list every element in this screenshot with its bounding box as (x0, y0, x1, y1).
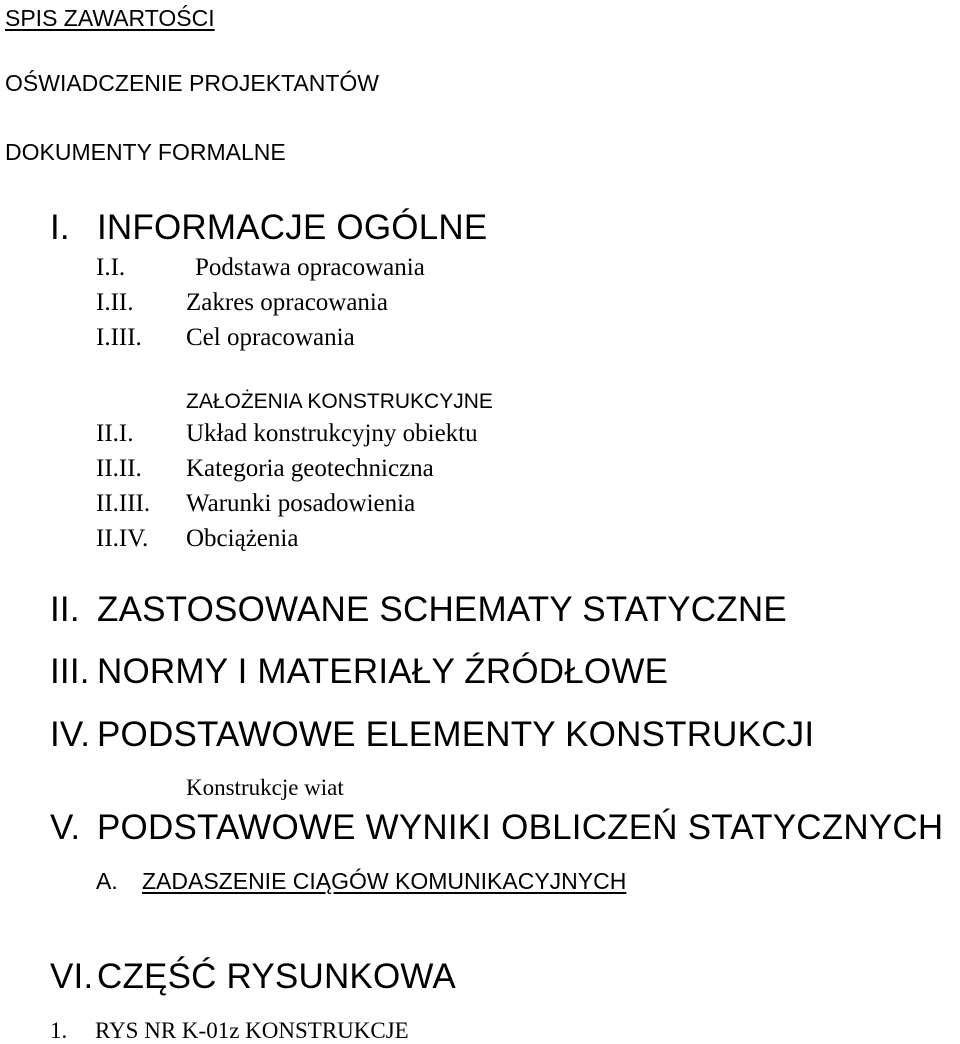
item-title[interactable]: Układ konstrukcyjny obiektu (186, 420, 478, 447)
section-1-number: I. (50, 208, 70, 247)
section-2-number: II. (50, 590, 80, 629)
drawing-number: 1. (50, 1018, 68, 1043)
section-1-title[interactable]: INFORMACJE OGÓLNE (97, 208, 488, 247)
designers-statement-entry[interactable]: OŚWIADCZENIE PROJEKTANTÓW (5, 70, 379, 96)
section-4-number: IV. (50, 715, 91, 754)
item-title[interactable]: Podstawa opracowania (195, 254, 425, 281)
item-number: II.IV. (96, 525, 149, 552)
subsection-a-number: A. (96, 868, 118, 894)
section-5-title[interactable]: PODSTAWOWE WYNIKI OBLICZEŃ STATYCZNYCH (97, 808, 944, 847)
assumptions-heading[interactable]: ZAŁOŻENIA KONSTRUKCYJNE (186, 390, 493, 413)
section-4-title[interactable]: PODSTAWOWE ELEMENTY KONSTRUKCJI (97, 715, 815, 754)
item-number: II.II. (96, 455, 142, 482)
toc-title-link[interactable]: SPIS ZAWARTOŚCI (5, 5, 215, 31)
section-3-number: III. (50, 652, 90, 691)
item-number: II.I. (96, 420, 134, 447)
section-6-number: VI. (50, 957, 94, 996)
item-title[interactable]: Kategoria geotechniczna (186, 455, 434, 482)
formal-documents-entry[interactable]: DOKUMENTY FORMALNE (5, 139, 286, 165)
item-title[interactable]: Zakres opracowania (186, 289, 388, 316)
item-number: I.III. (96, 324, 142, 351)
section-6-title[interactable]: CZĘŚĆ RYSUNKOWA (97, 957, 456, 996)
item-number: II.III. (96, 490, 151, 517)
item-number: I.II. (96, 289, 134, 316)
item-title[interactable]: Obciążenia (186, 525, 299, 552)
item-title[interactable]: Warunki posadowienia (186, 490, 416, 517)
section-3-title[interactable]: NORMY I MATERIAŁY ŹRÓDŁOWE (97, 652, 669, 691)
section-5-number: V. (50, 808, 81, 847)
drawing-entry[interactable]: RYS NR K-01z KONSTRUKCJE (95, 1018, 409, 1043)
item-title[interactable]: Cel opracowania (186, 324, 355, 351)
item-number: I.I. (96, 254, 126, 281)
section-2-title[interactable]: ZASTOSOWANE SCHEMATY STATYCZNE (97, 590, 787, 629)
section-4-subitem[interactable]: Konstrukcje wiat (186, 775, 344, 800)
subsection-a-link[interactable]: ZADASZENIE CIĄGÓW KOMUNIKACYJNYCH (142, 868, 627, 894)
